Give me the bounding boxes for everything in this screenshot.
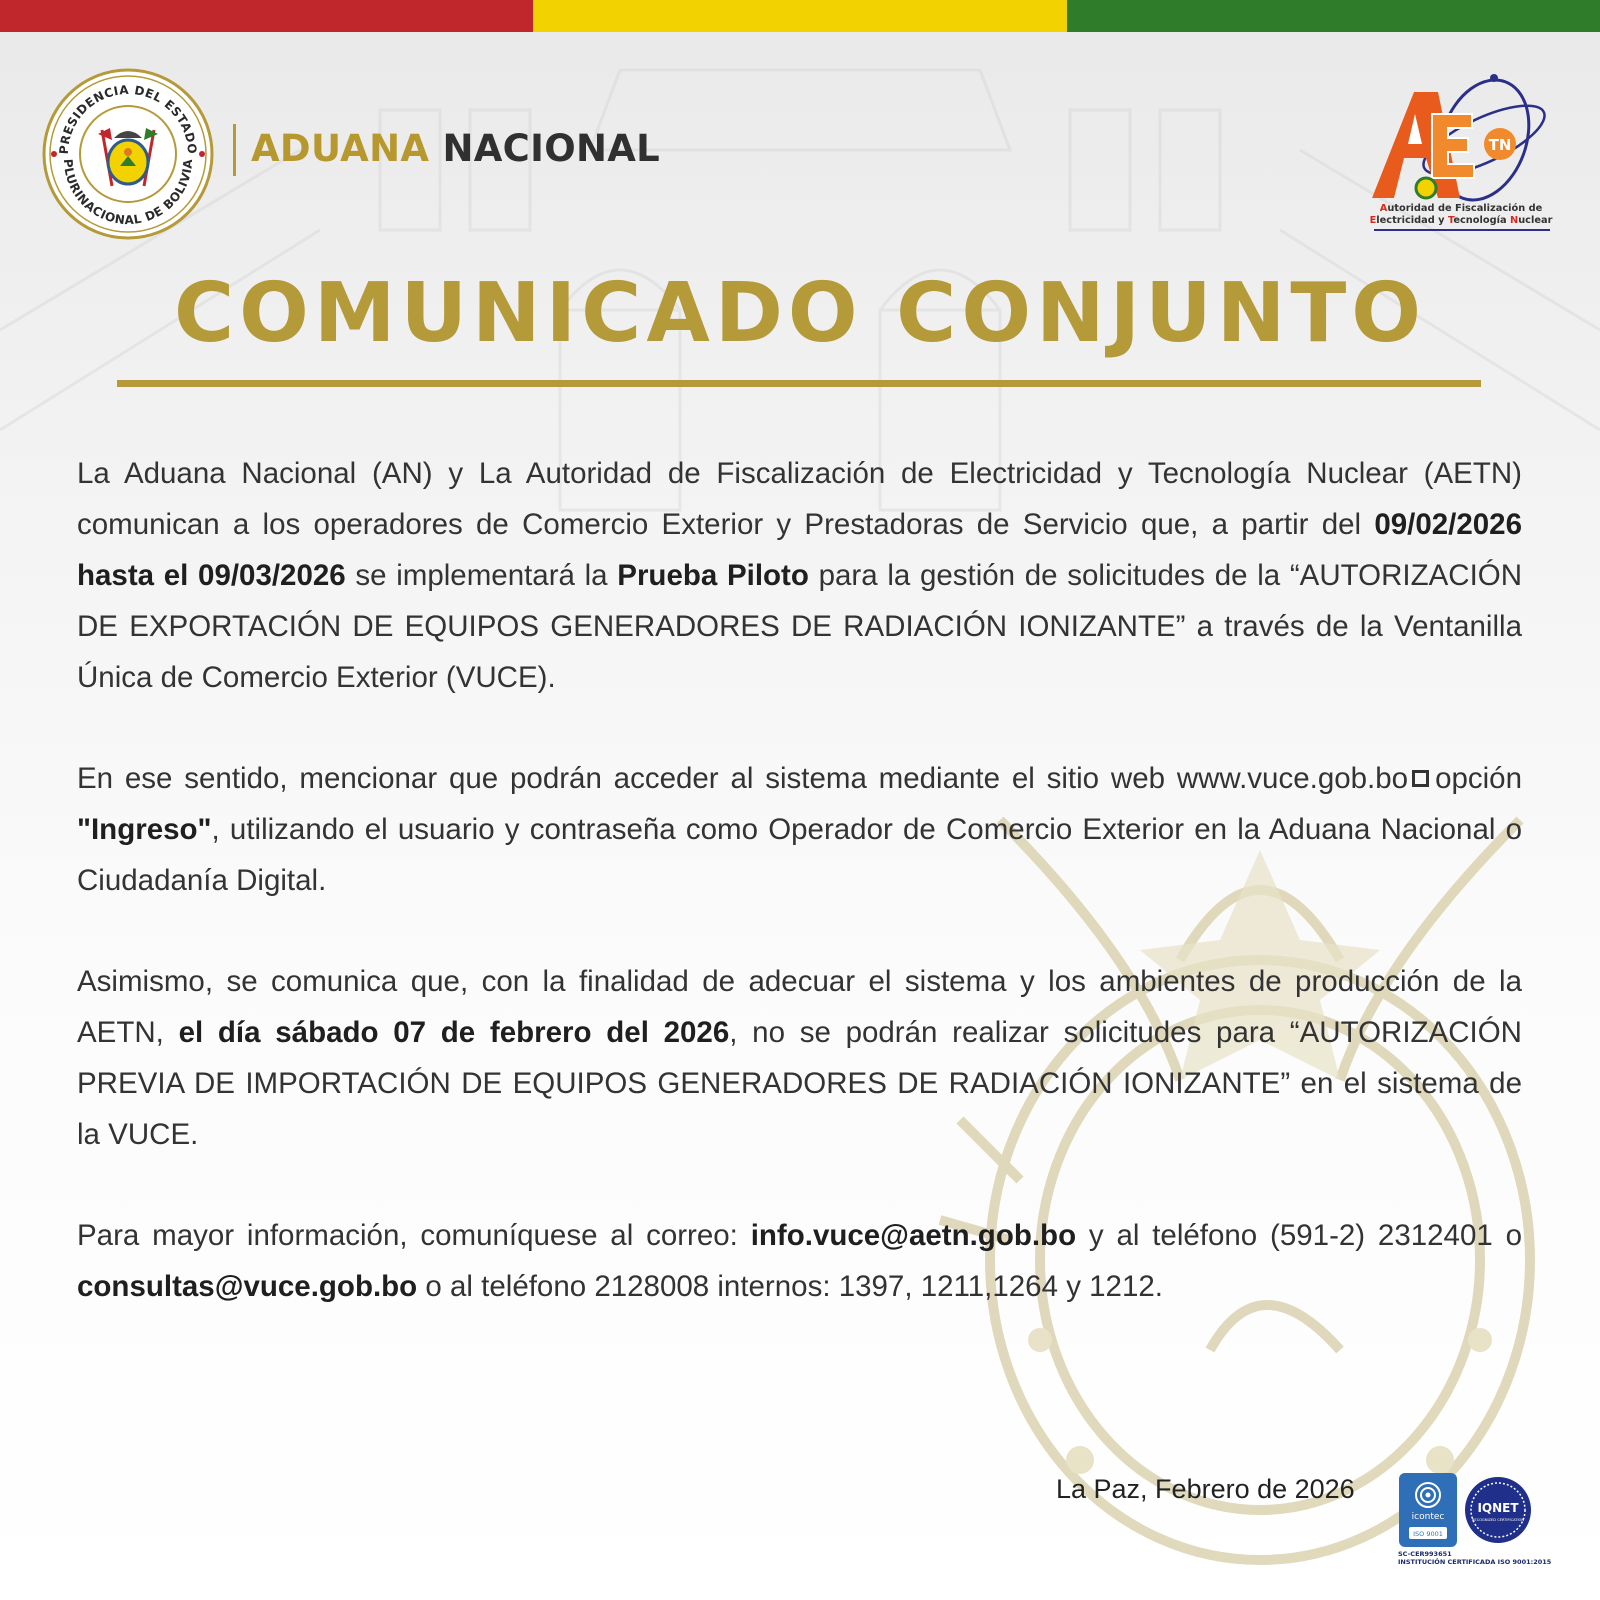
flag-green-stripe <box>1067 0 1600 32</box>
arrow-symbol-icon <box>1412 770 1429 787</box>
aetn-subtitle: Autoridad de Fiscalización de Electricidad y Tecnología Nuclear <box>1369 203 1553 226</box>
communique-body <box>77 448 1522 1362</box>
paragraph-contact: Para mayor información, comuníquese al correo: info.vuce@aetn.gob.bo y al teléfono (591-2) 2312401 o consultas@vuce.gob.bo o al teléfono 2128008 internos: 1397, 1211,1264 y 1212. <box>77 1219 1522 1303</box>
aduana-nacional-wordmark <box>251 127 660 170</box>
title-underline <box>117 380 1481 387</box>
brand-word-aduana: ADUANA <box>251 127 430 170</box>
icontec-certification-logo <box>1399 1473 1457 1547</box>
svg-text:ISO 9001: ISO 9001 <box>1413 1530 1443 1538</box>
email-vuce: consultas@vuce.gob.bo <box>77 1270 418 1303</box>
seal-bottom-text: PLURINACIONAL DE BOLIVIA <box>60 158 196 228</box>
brand-divider <box>233 124 236 176</box>
svg-text:icontec: icontec <box>1411 1512 1445 1522</box>
certification-text: SC-CER993651 INSTITUCIÓN CERTIFICADA ISO 9001:2015 <box>1398 1550 1552 1566</box>
flag-yellow-stripe <box>533 0 1066 32</box>
email-aetn: info.vuce@aetn.gob.bo <box>750 1219 1077 1252</box>
bolivian-flag-bar <box>0 0 1600 32</box>
svg-text:RECOGNIZED CERTIFICATION: RECOGNIZED CERTIFICATION <box>1471 1518 1525 1522</box>
svg-text:IQNET: IQNET <box>1477 1501 1519 1515</box>
page-title: COMUNICADO CONJUNTO <box>173 266 1427 361</box>
paragraph-access: En ese sentido, mencionar que podrán acceder al sistema mediante el sitio web www.vuce.gob.bo opción "Ingreso", utilizando el usuario y contraseña como Operador de Comercio Exterior en la Aduana Nacional o Ciudadanía Digital. <box>77 762 1522 897</box>
paragraph-pilot-test: La Aduana Nacional (AN) y La Autoridad de Fiscalización de Electricidad y Tecnología Nuclear (AETN) comunican a los operadores de Comercio Exterior y Prestadoras de Servicio que, a partir del 09/02/2026 hasta el 09/03/2026 se implementará la Prueba Piloto para la gestión de solicitudes de la “AUTORIZACIÓN DE EXPORTACIÓN DE EQUIPOS GENERADORES DE RADIACIÓN IONIZANTE” a través de la Ventanilla Única de Comercio Exterior (VUCE). <box>77 457 1523 694</box>
brand-word-nacional: NACIONAL <box>442 127 661 170</box>
paragraph-maintenance: Asimismo, se comunica que, con la finalidad de adecuar el sistema y los ambientes de producción de la AETN, el día sábado 07 de febrero del 2026, no se podrán realizar solicitudes para “AUTORIZACIÓN PREVIA DE IMPORTACIÓN DE EQUIPOS GENERADORES DE RADIACIÓN IONIZANTE” en el sistema de la VUCE. <box>77 965 1522 1151</box>
seal-top-text: PRESIDENCIA DEL ESTADO <box>56 82 200 155</box>
place-and-date: La Paz, Febrero de 2026 <box>1056 1474 1355 1504</box>
presidency-seal-logo <box>42 68 214 240</box>
svg-text:TN: TN <box>1488 136 1512 154</box>
flag-red-stripe <box>0 0 533 32</box>
iqnet-certification-logo <box>1464 1476 1532 1544</box>
